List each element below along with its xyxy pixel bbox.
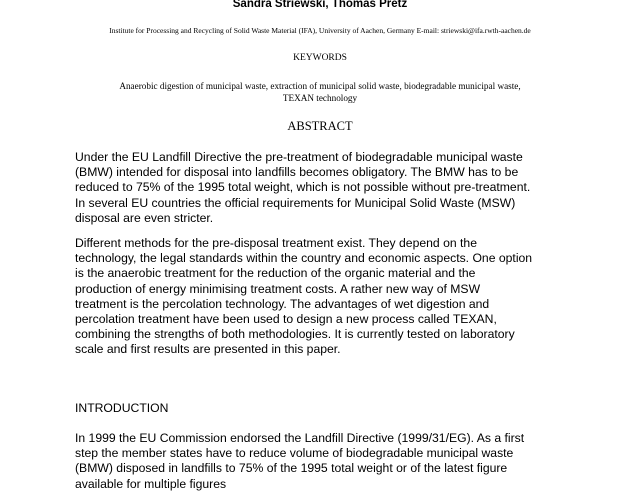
text-line: production of energy minimising treatment costs. A rather new way of MSW bbox=[75, 281, 481, 296]
keywords-line: TEXAN technology bbox=[282, 93, 358, 103]
text-line: technology, the legal standards within the country and economic aspects. One option bbox=[75, 251, 533, 266]
text-line: In 1999 the EU Commission endorsed the Landfill Directive (1999/31/EG). As a first bbox=[75, 431, 525, 445]
affiliation: Institute for Processing and Recycling of Solid Waste Material (IFA), University of Aachen, Germany E-mail: striewski@ifa.rwth-aachen.de bbox=[109, 26, 531, 35]
text-line: percolation treatment have been used to design a new process called TEXAN, bbox=[75, 311, 497, 326]
text-line: Different methods for the pre-disposal treatment exist. They depend on the bbox=[75, 236, 477, 250]
text-line: (BMW) intended for disposal into landfills becomes obligatory. The BMW has to be bbox=[75, 165, 519, 180]
text-line: available for multiple figures bbox=[75, 476, 227, 491]
keywords-text bbox=[0, 80, 640, 104]
introduction-paragraph bbox=[75, 431, 635, 492]
keywords-heading: KEYWORDS bbox=[293, 53, 347, 63]
authors: Sandra Striewski, Thomas Pretz bbox=[232, 0, 408, 10]
text-line: In several EU countries the official requirements for Municipal Solid Waste (MSW) bbox=[75, 195, 516, 210]
text-line: step the member states have to reduce volume of biodegradable municipal waste bbox=[75, 446, 514, 461]
introduction-heading: INTRODUCTION bbox=[75, 401, 169, 415]
text-line: Under the EU Landfill Directive the pre-treatment of biodegradable municipal waste bbox=[75, 150, 523, 164]
text-line: (BMW) disposed in landfills to 75% of the 1995 total weight or of the latest figure bbox=[75, 461, 508, 476]
text-line: reduced to 75% of the 1995 total weight, which is not possible without pre-treatment. bbox=[75, 180, 531, 195]
abstract-paragraph-1 bbox=[75, 150, 635, 226]
text-line: scale and first results are presented in this paper. bbox=[75, 342, 341, 357]
abstract-heading: ABSTRACT bbox=[287, 119, 353, 133]
text-line: treatment is the percolation technology. The advantages of wet digestion and bbox=[75, 296, 490, 311]
abstract-paragraph-2 bbox=[75, 236, 635, 358]
text-line: combining the strengths of both methodologies. It is currently tested on laboratory bbox=[75, 327, 515, 342]
text-line: disposal are even stricter. bbox=[75, 210, 214, 225]
keywords-line: Anaerobic digestion of municipal waste, extraction of municipal solid waste, biodegradable municipal waste, bbox=[119, 81, 521, 91]
text-line: is the anaerobic treatment for the reduction of the organic material and the bbox=[75, 266, 476, 281]
